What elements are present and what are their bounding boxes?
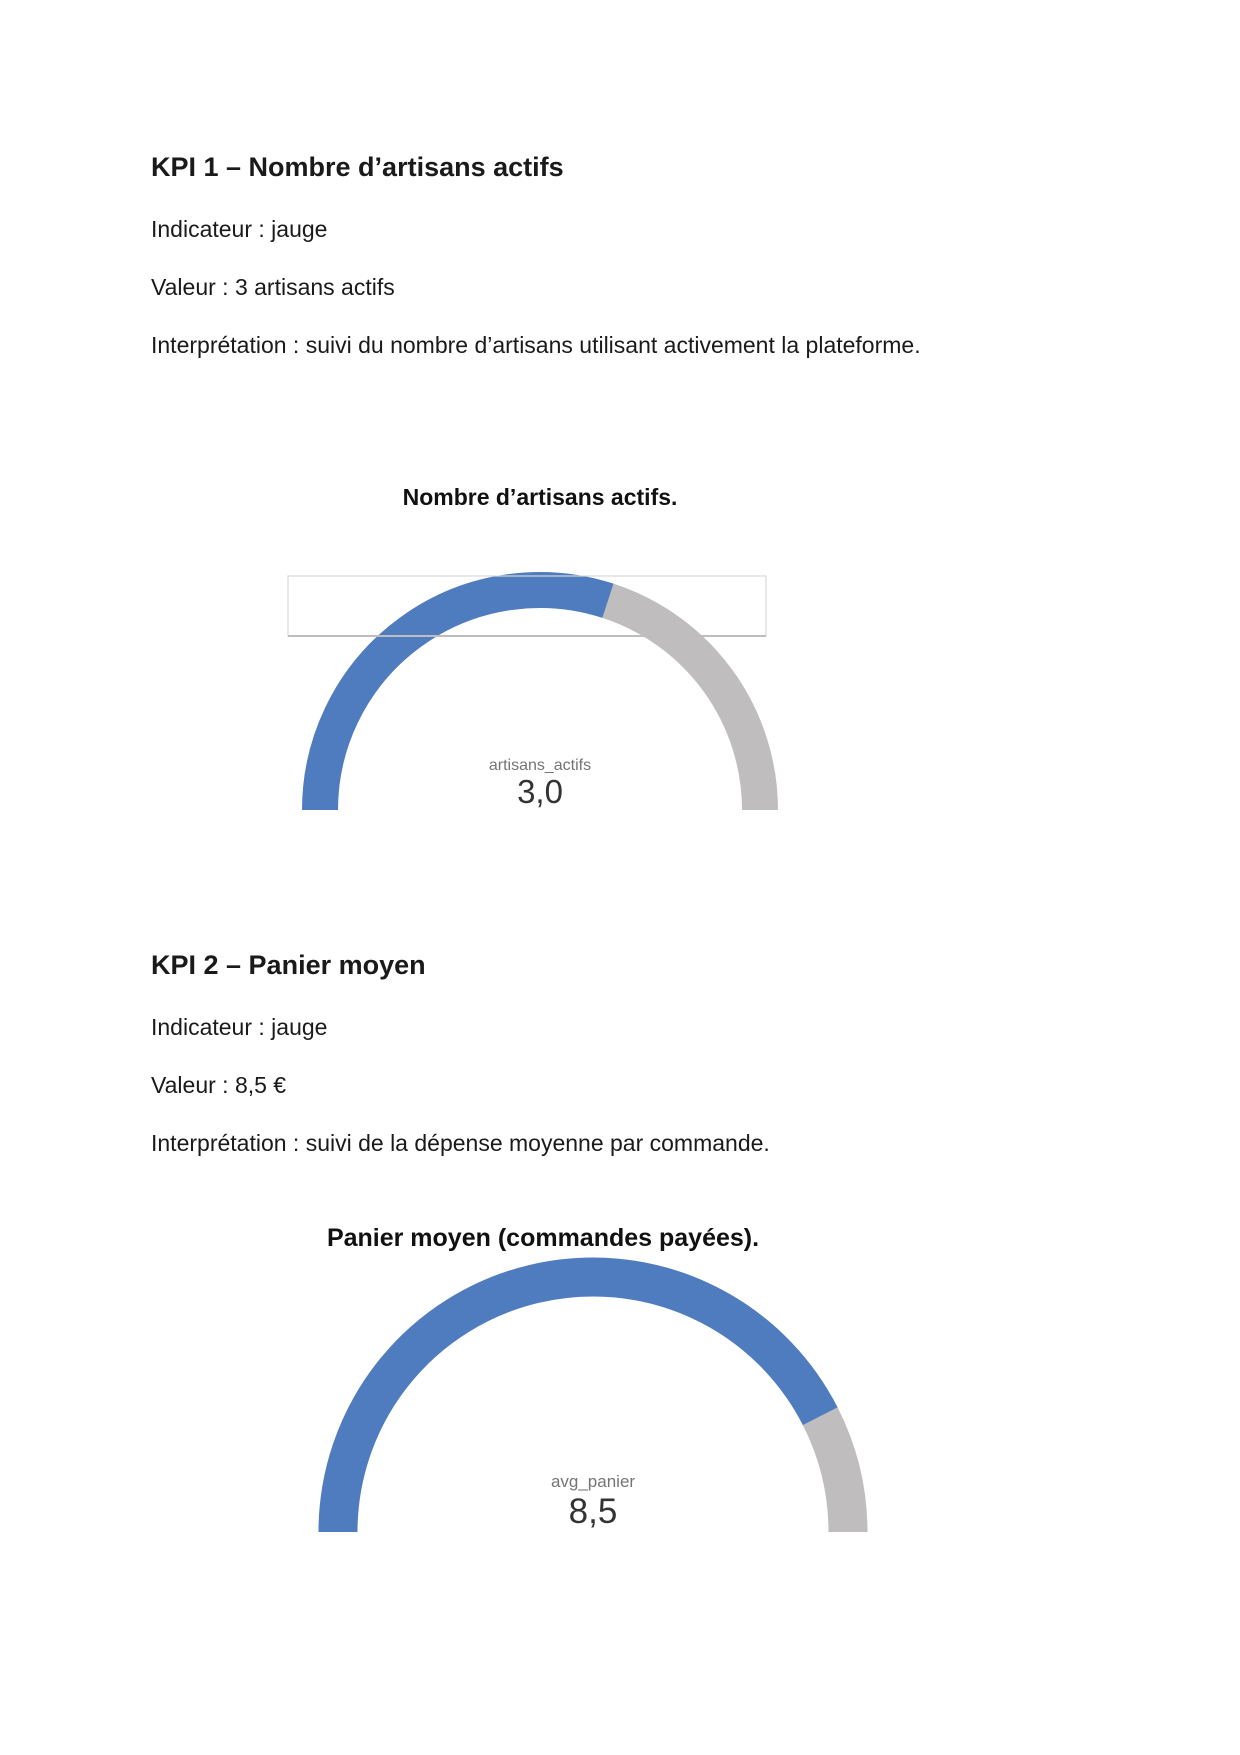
kpi1-gauge-metric-label: artisans_actifs [488, 757, 592, 774]
kpi1-value: Valeur : 3 artisans actifs [151, 274, 395, 300]
kpi1-interpretation: Interprétation : suivi du nombre d’artisans utilisant activement la plateforme. [151, 332, 921, 358]
kpi2-gauge-track [820, 1416, 848, 1532]
kpi2-gauge-chart [0, 1210, 1240, 1550]
kpi1-tooltip-box [288, 576, 766, 636]
kpi2-value: Valeur : 8,5 € [151, 1072, 287, 1098]
kpi2-interpretation: Interprétation : suivi de la dépense moyenne par commande. [151, 1130, 770, 1156]
kpi1-gauge-chart [0, 470, 1240, 830]
kpi2-heading: KPI 2 – Panier moyen [151, 950, 426, 980]
kpi2-gauge-value: 8,5 [568, 1492, 618, 1531]
kpi2-gauge-title: Panier moyen (commandes payées). [326, 1224, 760, 1252]
kpi1-gauge-title: Nombre d’artisans actifs. [402, 484, 678, 510]
kpi1-heading: KPI 1 – Nombre d’artisans actifs [151, 152, 564, 182]
kpi2-gauge-metric-label: avg_panier [550, 1472, 636, 1491]
kpi1-gauge-value: 3,0 [517, 773, 563, 810]
kpi2-indicator: Indicateur : jauge [151, 1014, 328, 1040]
kpi1-indicator: Indicateur : jauge [151, 216, 328, 242]
